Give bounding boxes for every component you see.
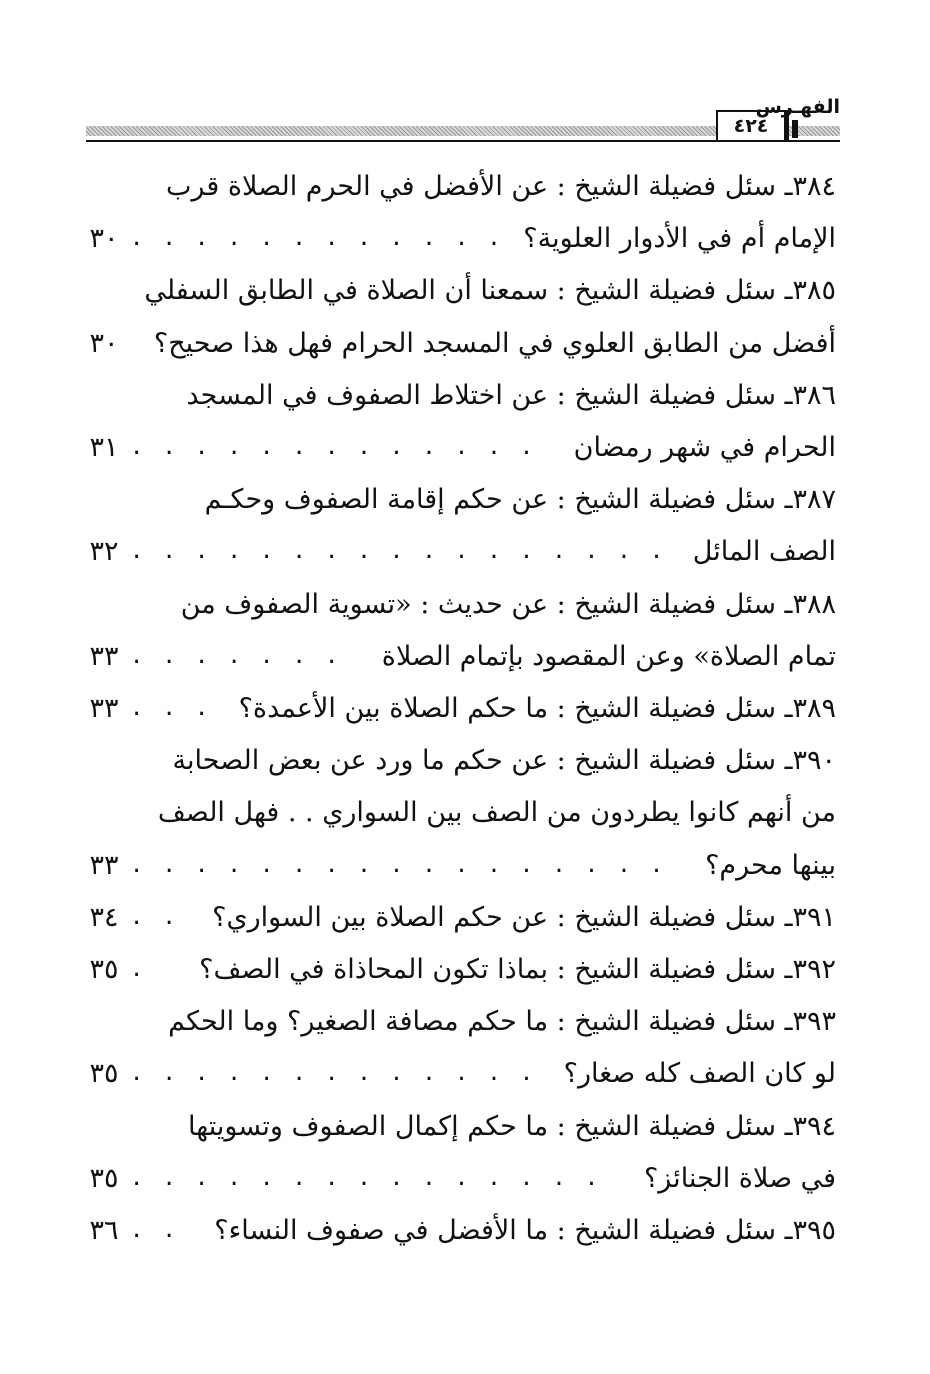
index-line bbox=[70, 319, 836, 369]
entry-page-number: ٣٣ bbox=[89, 640, 119, 672]
entry-page-number: ٣٥ bbox=[89, 1162, 119, 1194]
leader-dots: . . . . . . . . . . . . bbox=[130, 226, 504, 252]
index-line bbox=[70, 475, 836, 525]
index-line bbox=[70, 371, 836, 421]
leader-dots: . . . bbox=[130, 696, 212, 721]
index-line bbox=[70, 997, 836, 1047]
index-line bbox=[70, 580, 836, 630]
index-line bbox=[70, 893, 836, 943]
index-line bbox=[70, 945, 836, 995]
entry-text: ٣٨٨ـ سئل فضيلة الشيخ : عن حديث : «تسوية الصفوف من bbox=[180, 588, 836, 620]
entry-text: لو كان الصف كله صغار؟ bbox=[563, 1058, 836, 1090]
running-title: الفهـرس bbox=[755, 96, 840, 118]
index-line bbox=[70, 736, 836, 786]
entry-text: ٣٩١ـ سئل فضيلة الشيخ : عن حكم الصلاة بين السواري؟ bbox=[212, 901, 836, 933]
leader-dots: . . . . . . . . . . . . . . . . . bbox=[130, 852, 667, 878]
index-line bbox=[70, 266, 836, 316]
index-line bbox=[70, 527, 836, 577]
entry-text: الإمام أم في الأدوار العلوية؟ bbox=[523, 223, 836, 255]
index-line bbox=[70, 841, 836, 891]
entry-text: ٣٩٢ـ سئل فضيلة الشيخ : بماذا تكون المحاذاة في الصف؟ bbox=[199, 954, 836, 985]
entry-text: أفضل من الطابق العلوي في المسجد الحرام فهل هذا صحيح؟ bbox=[153, 327, 836, 359]
entry-text: ٣٩٠ـ سئل فضيلة الشيخ : عن حكم ما ورد عن بعض الصحابة bbox=[172, 745, 836, 777]
entry-page-number: ٣٥ bbox=[89, 954, 119, 985]
entry-text: ٣٨٧ـ سئل فضيلة الشيخ : عن حكم إقامة الصفوف وحكـم bbox=[204, 484, 836, 516]
entry-text: ٣٨٩ـ سئل فضيلة الشيخ : ما حكم الصلاة بين الأعمدة؟ bbox=[238, 693, 836, 724]
index-line bbox=[70, 1102, 836, 1152]
leader-dots: . . . . . . . bbox=[130, 643, 342, 669]
index-line bbox=[70, 632, 836, 682]
entry-text: ٣٩٤ـ سئل فضيلة الشيخ : ما حكم إكمال الصفوف وتسويتها bbox=[188, 1110, 836, 1142]
leader-dots: . bbox=[130, 957, 147, 982]
page-number: ٤٢٤ bbox=[716, 110, 786, 142]
index-line bbox=[70, 1154, 836, 1204]
leader-dots: . . . . . . . . . . . . . . . . . bbox=[130, 539, 667, 565]
leader-dots: . . . . . . . . . . . . . bbox=[130, 1061, 537, 1087]
entry-page-number: ٣٥ bbox=[89, 1058, 119, 1090]
entry-page-number: ٣١ bbox=[89, 432, 119, 463]
entry-text: الصف المائل bbox=[692, 536, 836, 568]
leader-dots: . . bbox=[130, 1218, 179, 1243]
entry-text: ٣٨٤ـ سئل فضيلة الشيخ : عن الأفضل في الحرم الصلاة قرب bbox=[166, 171, 836, 202]
index-line bbox=[70, 1206, 836, 1256]
entry-page-number: ٣٤ bbox=[89, 901, 119, 933]
entry-text: تمام الصلاة» وعن المقصود بإتمام الصلاة bbox=[381, 640, 836, 672]
index-line bbox=[70, 162, 836, 212]
index-line bbox=[70, 214, 836, 264]
entry-text: ٣٩٣ـ سئل فضيلة الشيخ : ما حكم مصافة الصغير؟ وما الحكم bbox=[168, 1006, 836, 1038]
entry-page-number: ٣٠ bbox=[89, 327, 119, 359]
leader-dots: . . bbox=[130, 904, 179, 930]
entry-text: بينها محرم؟ bbox=[705, 849, 836, 881]
entry-text: ٣٨٦ـ سئل فضيلة الشيخ : عن اختلاط الصفوف في المسجد bbox=[186, 379, 836, 411]
index-line bbox=[70, 1049, 836, 1099]
entry-text: الحرام في شهر رمضان bbox=[573, 432, 836, 463]
leader-dots: . . . . . . . . . . . . . bbox=[130, 435, 537, 460]
entry-text: ٣٩٥ـ سئل فضيلة الشيخ : ما الأفضل في صفوف النساء؟ bbox=[214, 1215, 836, 1246]
index-line bbox=[70, 788, 836, 838]
entry-text: في صلاة الجنائز؟ bbox=[643, 1162, 836, 1194]
entry-page-number: ٣٦ bbox=[89, 1215, 119, 1246]
entry-text: من أنهم كانوا يطردون من الصف بين السواري . . فهل الصف bbox=[157, 797, 836, 829]
leader-dots: . . . . . . . . . . . . . . . bbox=[130, 1165, 602, 1191]
index-line bbox=[70, 423, 836, 473]
entry-page-number: ٣٢ bbox=[89, 536, 119, 568]
index-line bbox=[70, 684, 836, 734]
entry-page-number: ٣٠ bbox=[89, 223, 119, 255]
entry-text: ٣٨٥ـ سئل فضيلة الشيخ : سمعنا أن الصلاة في الطابق السفلي bbox=[144, 275, 836, 307]
entry-page-number: ٣٣ bbox=[89, 693, 119, 724]
entry-page-number: ٣٣ bbox=[89, 849, 119, 881]
